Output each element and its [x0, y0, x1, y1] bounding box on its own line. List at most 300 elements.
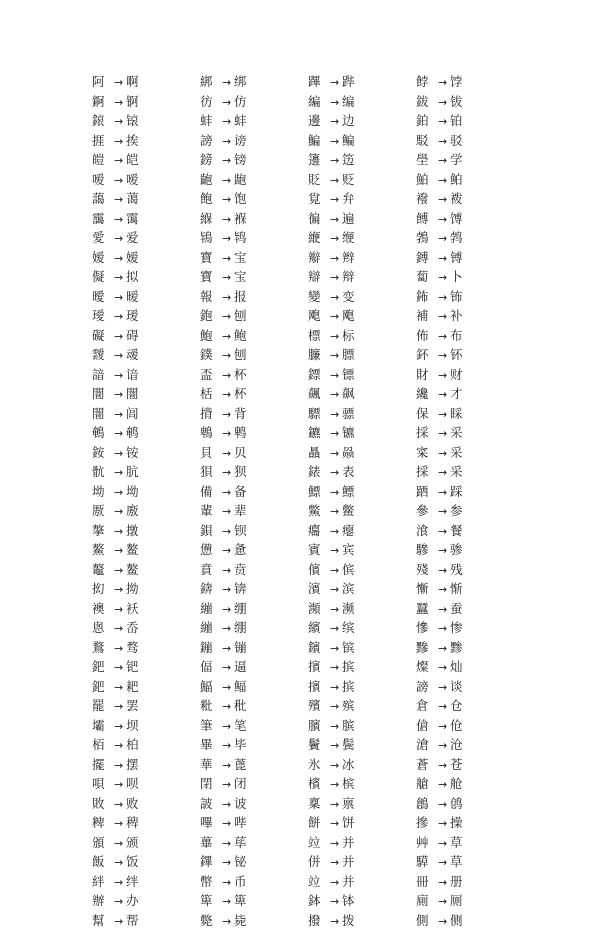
conversion-row — [308, 267, 418, 287]
traditional-character: 靉 — [92, 345, 114, 365]
arrow-icon: → — [114, 834, 126, 854]
traditional-character: 佈 — [416, 326, 438, 346]
arrow-icon: → — [114, 912, 126, 931]
arrow-icon: → — [330, 385, 342, 405]
conversion-row — [92, 657, 202, 677]
simplified-character: 饽 — [450, 72, 463, 92]
conversion-row — [92, 794, 202, 814]
simplified-character: 撴 — [126, 521, 139, 541]
conversion-row — [308, 560, 418, 580]
simplified-character: 馎 — [450, 209, 463, 229]
traditional-character: 跴 — [416, 482, 438, 502]
simplified-character: 殡 — [342, 696, 355, 716]
arrow-icon: → — [438, 775, 450, 795]
conversion-row — [416, 911, 526, 931]
arrow-icon: → — [114, 853, 126, 873]
simplified-character: 侧 — [450, 911, 463, 931]
arrow-icon: → — [438, 132, 450, 152]
conversion-row — [92, 287, 202, 307]
simplified-character: 钚 — [450, 345, 463, 365]
arrow-icon: → — [438, 561, 450, 581]
conversion-row — [308, 618, 418, 638]
arrow-icon: → — [114, 171, 126, 191]
simplified-character: 踩 — [450, 482, 463, 502]
simplified-character: 布 — [450, 326, 463, 346]
conversion-row — [200, 852, 310, 872]
conversion-row — [200, 657, 310, 677]
traditional-character: 濱 — [308, 579, 330, 599]
arrow-icon: → — [330, 522, 342, 542]
simplified-character: 蓖 — [234, 755, 247, 775]
arrow-icon: → — [114, 93, 126, 113]
arrow-icon: → — [438, 444, 450, 464]
arrow-icon: → — [438, 541, 450, 561]
conversion-row — [92, 150, 202, 170]
conversion-row — [416, 287, 526, 307]
conversion-row — [416, 638, 526, 658]
simplified-character: 辩 — [342, 267, 355, 287]
conversion-row — [308, 72, 418, 92]
conversion-row — [308, 189, 418, 209]
arrow-icon: → — [114, 639, 126, 659]
traditional-character: 蓽 — [200, 833, 222, 853]
traditional-character: 廁 — [416, 891, 438, 911]
simplified-character: 钯 — [126, 657, 139, 677]
simplified-character: 傧 — [342, 560, 355, 580]
simplified-character: 饱 — [234, 189, 247, 209]
simplified-character: 刨 — [234, 306, 247, 326]
simplified-character: 卜 — [450, 267, 463, 287]
arrow-icon: → — [330, 561, 342, 581]
simplified-character: 呗 — [126, 774, 139, 794]
traditional-character: 鵯 — [200, 423, 222, 443]
conversion-row — [200, 755, 310, 775]
traditional-character: 稟 — [308, 794, 330, 814]
simplified-character: 诐 — [234, 794, 247, 814]
conversion-row — [308, 365, 418, 385]
simplified-character: 钵 — [342, 891, 355, 911]
simplified-character: 宝 — [234, 248, 247, 268]
arrow-icon: → — [438, 639, 450, 659]
conversion-row — [308, 599, 418, 619]
traditional-character: 鉑 — [416, 111, 438, 131]
traditional-character: 憊 — [200, 540, 222, 560]
conversion-row — [200, 267, 310, 287]
simplified-character: 秕 — [234, 696, 247, 716]
arrow-icon: → — [330, 366, 342, 386]
simplified-character: 绷 — [234, 599, 247, 619]
simplified-character: 叆 — [126, 345, 139, 365]
traditional-character: 覍 — [308, 189, 330, 209]
traditional-character: 靄 — [92, 209, 114, 229]
traditional-character: 闇 — [92, 384, 114, 404]
traditional-character: 瀕 — [308, 599, 330, 619]
simplified-character: 财 — [450, 365, 463, 385]
arrow-icon: → — [114, 580, 126, 600]
simplified-character: 镖 — [342, 365, 355, 385]
traditional-character: 摮 — [92, 521, 114, 541]
simplified-character: 鲍 — [234, 326, 247, 346]
traditional-character: 賓 — [308, 540, 330, 560]
traditional-character: 礙 — [92, 326, 114, 346]
traditional-character: 鋇 — [200, 521, 222, 541]
traditional-character: 閉 — [200, 774, 222, 794]
conversion-row — [416, 248, 526, 268]
conversion-row — [200, 774, 310, 794]
traditional-character: 綁 — [200, 72, 222, 92]
simplified-character: 稗 — [126, 813, 139, 833]
traditional-character: 報 — [200, 287, 222, 307]
arrow-icon: → — [222, 424, 234, 444]
simplified-character: 鳌 — [126, 540, 139, 560]
arrow-icon: → — [330, 132, 342, 152]
traditional-character: 襖 — [92, 599, 114, 619]
traditional-character: 蚌 — [200, 111, 222, 131]
traditional-character: 冊 — [416, 872, 438, 892]
simplified-character: 冰 — [342, 755, 355, 775]
traditional-character: 黲 — [416, 638, 438, 658]
simplified-character: 骠 — [342, 404, 355, 424]
arrow-icon: → — [222, 346, 234, 366]
arrow-icon: → — [330, 424, 342, 444]
arrow-icon: → — [114, 502, 126, 522]
arrow-icon: → — [114, 736, 126, 756]
conversion-row — [92, 677, 202, 697]
conversion-column — [416, 72, 526, 930]
traditional-character: 騲 — [416, 852, 438, 872]
traditional-character: 偪 — [200, 657, 222, 677]
conversion-row — [308, 248, 418, 268]
arrow-icon: → — [222, 132, 234, 152]
conversion-row — [416, 579, 526, 599]
simplified-character: 变 — [342, 287, 355, 307]
traditional-character: 鰾 — [308, 482, 330, 502]
simplified-character: 濒 — [342, 599, 355, 619]
arrow-icon: → — [330, 73, 342, 93]
conversion-row — [416, 599, 526, 619]
simplified-character: 柏 — [126, 735, 139, 755]
traditional-character: 悤 — [92, 618, 114, 638]
arrow-icon: → — [222, 600, 234, 620]
simplified-character: 龅 — [234, 170, 247, 190]
conversion-row — [416, 540, 526, 560]
simplified-character: 宾 — [342, 540, 355, 560]
traditional-character: 餅 — [308, 813, 330, 833]
arrow-icon: → — [114, 132, 126, 152]
conversion-row — [200, 696, 310, 716]
traditional-character: 鈈 — [416, 345, 438, 365]
simplified-character: 飑 — [342, 306, 355, 326]
simplified-character: 铂 — [450, 111, 463, 131]
simplified-character: 铋 — [234, 852, 247, 872]
arrow-icon: → — [438, 892, 450, 912]
arrow-icon: → — [438, 795, 450, 815]
arrow-icon: → — [222, 307, 234, 327]
arrow-icon: → — [114, 327, 126, 347]
arrow-icon: → — [222, 561, 234, 581]
arrow-icon: → — [330, 775, 342, 795]
conversion-row — [92, 111, 202, 131]
traditional-character: 揹 — [200, 404, 222, 424]
arrow-icon: → — [222, 249, 234, 269]
traditional-character: 曖 — [92, 287, 114, 307]
traditional-character: 採 — [416, 423, 438, 443]
traditional-character: 鼇 — [92, 560, 114, 580]
arrow-icon: → — [438, 522, 450, 542]
traditional-character: 辦 — [92, 891, 114, 911]
simplified-character: 弁 — [342, 189, 355, 209]
arrow-icon: → — [438, 502, 450, 522]
simplified-character: 蔼 — [126, 189, 139, 209]
arrow-icon: → — [114, 190, 126, 210]
conversion-row — [92, 345, 202, 365]
traditional-character: 錛 — [200, 579, 222, 599]
simplified-character: 餐 — [450, 521, 463, 541]
simplified-character: 耙 — [126, 677, 139, 697]
simplified-character: 鲌 — [450, 170, 463, 190]
simplified-character: 饼 — [342, 813, 355, 833]
simplified-character: 表 — [342, 462, 355, 482]
simplified-character: 锛 — [234, 579, 247, 599]
conversion-column — [200, 72, 310, 930]
arrow-icon: → — [222, 580, 234, 600]
traditional-character: 寀 — [416, 443, 438, 463]
traditional-character: 抝 — [92, 579, 114, 599]
conversion-column — [92, 72, 202, 930]
simplified-character: 谤 — [234, 131, 247, 151]
simplified-character: 才 — [450, 384, 463, 404]
conversion-row — [92, 170, 202, 190]
arrow-icon: → — [330, 619, 342, 639]
conversion-row — [416, 560, 526, 580]
conversion-row — [92, 248, 202, 268]
conversion-row — [200, 326, 310, 346]
conversion-row — [92, 579, 202, 599]
simplified-character: 并 — [342, 852, 355, 872]
simplified-character: 惭 — [450, 579, 463, 599]
simplified-character: 仿 — [234, 92, 247, 112]
conversion-row — [200, 92, 310, 112]
simplified-character: 缏 — [342, 228, 355, 248]
arrow-icon: → — [114, 775, 126, 795]
traditional-character: 鑣 — [308, 423, 330, 443]
conversion-row — [308, 404, 418, 424]
conversion-row — [92, 833, 202, 853]
simplified-character: 颁 — [126, 833, 139, 853]
arrow-icon: → — [114, 385, 126, 405]
simplified-character: 爱 — [126, 228, 139, 248]
arrow-icon: → — [330, 288, 342, 308]
arrow-icon: → — [438, 171, 450, 191]
traditional-character: 筆 — [200, 716, 222, 736]
traditional-character: 盃 — [200, 365, 222, 385]
arrow-icon: → — [438, 229, 450, 249]
conversion-row — [416, 423, 526, 443]
simplified-character: 缤 — [342, 618, 355, 638]
simplified-character: 啊 — [126, 72, 139, 92]
conversion-row — [200, 482, 310, 502]
simplified-character: 毙 — [234, 911, 247, 931]
traditional-character: 貝 — [200, 443, 222, 463]
simplified-character: 镈 — [450, 248, 463, 268]
conversion-row — [308, 657, 418, 677]
simplified-character: 鸧 — [450, 794, 463, 814]
arrow-icon: → — [438, 463, 450, 483]
arrow-icon: → — [330, 658, 342, 678]
simplified-character: 鸨 — [234, 228, 247, 248]
traditional-character: 飑 — [308, 306, 330, 326]
simplified-character: 标 — [342, 326, 355, 346]
traditional-character: 燦 — [416, 657, 438, 677]
arrow-icon: → — [222, 853, 234, 873]
arrow-icon: → — [222, 697, 234, 717]
simplified-character: 瘪 — [342, 521, 355, 541]
conversion-row — [416, 189, 526, 209]
traditional-character: 鎛 — [416, 248, 438, 268]
conversion-row — [416, 345, 526, 365]
arrow-icon: → — [330, 346, 342, 366]
traditional-character: 臁 — [308, 345, 330, 365]
conversion-row — [92, 774, 202, 794]
simplified-character: 蚕 — [450, 599, 463, 619]
conversion-row — [200, 287, 310, 307]
arrow-icon: → — [330, 93, 342, 113]
conversion-row — [308, 891, 418, 911]
traditional-character: 箄 — [200, 891, 222, 911]
traditional-character: 儗 — [92, 267, 114, 287]
arrow-icon: → — [438, 366, 450, 386]
arrow-icon: → — [438, 619, 450, 639]
conversion-row — [308, 540, 418, 560]
simplified-character: 跸 — [342, 72, 355, 92]
simplified-character: 闾 — [126, 404, 139, 424]
conversion-row — [200, 618, 310, 638]
conversion-row — [416, 813, 526, 833]
conversion-row — [92, 384, 202, 404]
conversion-row — [416, 794, 526, 814]
traditional-character: 蹕 — [308, 72, 330, 92]
conversion-row — [416, 482, 526, 502]
simplified-character: 币 — [234, 872, 247, 892]
conversion-row — [308, 462, 418, 482]
conversion-row — [308, 852, 418, 872]
conversion-row — [92, 72, 202, 92]
simplified-character: 拟 — [126, 267, 139, 287]
traditional-character: 變 — [308, 287, 330, 307]
traditional-character: 驃 — [308, 404, 330, 424]
arrow-icon: → — [222, 112, 234, 132]
traditional-character: 骯 — [92, 462, 114, 482]
simplified-character: 谈 — [450, 677, 463, 697]
conversion-row — [92, 131, 202, 151]
arrow-icon: → — [438, 873, 450, 893]
conversion-row — [308, 813, 418, 833]
arrow-icon: → — [222, 775, 234, 795]
traditional-character: 皚 — [92, 150, 114, 170]
conversion-row — [308, 521, 418, 541]
arrow-icon: → — [438, 190, 450, 210]
arrow-icon: → — [438, 658, 450, 678]
arrow-icon: → — [114, 873, 126, 893]
traditional-character: 斃 — [200, 911, 222, 931]
traditional-character: 鮊 — [416, 170, 438, 190]
conversion-row — [416, 404, 526, 424]
traditional-character: 繃 — [200, 618, 222, 638]
arrow-icon: → — [114, 600, 126, 620]
arrow-icon: → — [222, 327, 234, 347]
traditional-character: 辯 — [308, 267, 330, 287]
arrow-icon: → — [222, 619, 234, 639]
simplified-character: 嫒 — [126, 248, 139, 268]
arrow-icon: → — [114, 717, 126, 737]
traditional-character: 璦 — [92, 306, 114, 326]
simplified-character: 膘 — [342, 345, 355, 365]
arrow-icon: → — [438, 93, 450, 113]
traditional-character: 繃 — [200, 599, 222, 619]
simplified-character: 狈 — [234, 462, 247, 482]
traditional-character: 緶 — [308, 228, 330, 248]
simplified-character: 采 — [450, 462, 463, 482]
traditional-character: 唄 — [92, 774, 114, 794]
traditional-character: 坳 — [92, 482, 114, 502]
simplified-character: 驳 — [450, 131, 463, 151]
traditional-character: 備 — [200, 482, 222, 502]
arrow-icon: → — [330, 580, 342, 600]
conversion-row — [200, 579, 310, 599]
traditional-character: 壩 — [92, 716, 114, 736]
traditional-character: 慘 — [416, 618, 438, 638]
conversion-row — [92, 462, 202, 482]
traditional-character: 臏 — [308, 716, 330, 736]
arrow-icon: → — [222, 658, 234, 678]
arrow-icon: → — [222, 190, 234, 210]
simplified-character: 鲾 — [234, 677, 247, 697]
simplified-character: 杯 — [234, 384, 247, 404]
arrow-icon: → — [114, 405, 126, 425]
arrow-icon: → — [330, 717, 342, 737]
arrow-icon: → — [438, 307, 450, 327]
arrow-icon: → — [222, 171, 234, 191]
conversion-row — [416, 774, 526, 794]
conversion-row — [416, 209, 526, 229]
arrow-icon: → — [114, 463, 126, 483]
conversion-row — [308, 92, 418, 112]
simplified-character: 坝 — [126, 716, 139, 736]
simplified-character: 霭 — [126, 209, 139, 229]
arrow-icon: → — [222, 210, 234, 230]
simplified-character: 舱 — [450, 774, 463, 794]
arrow-icon: → — [114, 522, 126, 542]
simplified-character: 贬 — [342, 170, 355, 190]
simplified-character: 鬓 — [342, 735, 355, 755]
conversion-row — [416, 72, 526, 92]
simplified-character: 肮 — [126, 462, 139, 482]
conversion-row — [92, 521, 202, 541]
arrow-icon: → — [222, 444, 234, 464]
traditional-character: 輩 — [200, 501, 222, 521]
traditional-character: 竝 — [308, 872, 330, 892]
arrow-icon: → — [330, 814, 342, 834]
conversion-row — [200, 228, 310, 248]
traditional-character: 彷 — [200, 92, 222, 112]
simplified-character: 鹌 — [126, 423, 139, 443]
arrow-icon: → — [330, 249, 342, 269]
arrow-icon: → — [438, 346, 450, 366]
traditional-character: 餺 — [416, 209, 438, 229]
traditional-character: 蔔 — [416, 267, 438, 287]
conversion-row — [308, 306, 418, 326]
traditional-character: 幫 — [92, 911, 114, 931]
